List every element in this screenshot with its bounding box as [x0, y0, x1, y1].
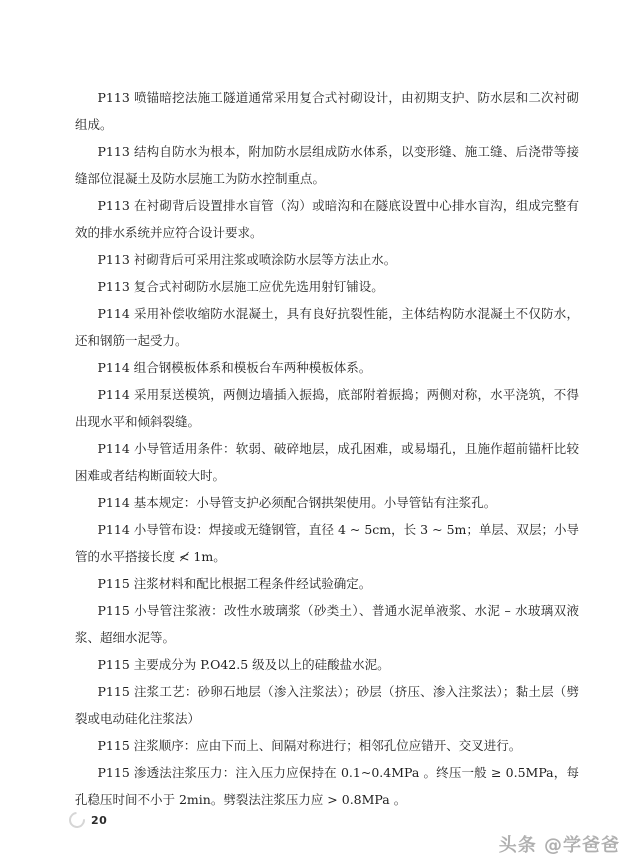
paragraph: P114 小导管适用条件：软弱、破碎地层，成孔困难，或易塌孔，且施作超前锚杆比较困难或者结构断面较大时。: [75, 441, 579, 483]
loading-ring-icon: [66, 809, 89, 832]
document-body: [75, 84, 579, 813]
paragraph: P114 采用补偿收缩防水混凝土，具有良好抗裂性能，主体结构防水混凝土不仅防水，还和钢筋一起受力。: [75, 306, 579, 348]
page-footer: [69, 812, 107, 828]
paragraph: P114 采用泵送模筑，两侧边墙插入振捣，底部附着振捣；两侧对称，水平浇筑，不得出现水平和倾斜裂缝。: [75, 387, 579, 429]
paragraph: P113 结构自防水为根本，附加防水层组成防水体系，以变形缝、施工缝、后浇带等接缝部位混凝土及防水层施工为防水控制重点。: [75, 144, 579, 186]
paragraph: P115 渗透法注浆压力：注入压力应保持在 0.1~0.4MPa 。终压一般 ≥ 0.5MPa，每孔稳压时间不小于 2min。劈裂法注浆压力应 > 0.8MPa 。: [75, 765, 579, 807]
paragraph: P114 基本规定：小导管支护必须配合钢拱架使用。小导管钻有注浆孔。: [97, 495, 497, 510]
paragraph: P113 喷锚暗挖法施工隧道通常采用复合式衬砌设计，由初期支护、防水层和二次衬砌组成。: [75, 90, 579, 132]
paragraph: P113 在衬砌背后设置排水盲管（沟）或暗沟和在隧底设置中心排水盲沟，组成完整有效的排水系统并应符合设计要求。: [75, 198, 579, 240]
paragraph: P115 小导管注浆液：改性水玻璃浆（砂类土）、普通水泥单液浆、水泥 – 水玻璃双液浆、超细水泥等。: [75, 603, 579, 645]
paragraph: P113 衬砌背后可采用注浆或喷涂防水层等方法止水。: [97, 252, 397, 267]
paragraph: P113 复合式衬砌防水层施工应优先选用射钉铺设。: [97, 279, 384, 294]
paragraph: P115 注浆材料和配比根据工程条件经试验确定。: [97, 576, 372, 591]
paragraph: P115 注浆工艺：砂卵石地层（渗入注浆法）；砂层（挤压、渗入注浆法）；黏土层（劈裂或电动硅化注浆法）: [75, 684, 579, 726]
page-number: 20: [91, 813, 108, 827]
toutiao-watermark: 头条 @学爸爸: [498, 835, 620, 856]
paragraph: P115 注浆顺序：应由下而上、间隔对称进行；相邻孔位应错开、交叉进行。: [97, 738, 522, 753]
paragraph: P115 主要成分为 P.O42.5 级及以上的硅酸盐水泥。: [97, 657, 390, 672]
paragraph: P114 组合钢模板体系和模板台车两种模板体系。: [97, 360, 372, 375]
paragraph: P114 小导管布设：焊接或无缝钢管，直径 4 ~ 5cm，长 3 ~ 5m；单层、双层；小导管的水平搭接长度 ≮ 1m。: [75, 522, 579, 564]
